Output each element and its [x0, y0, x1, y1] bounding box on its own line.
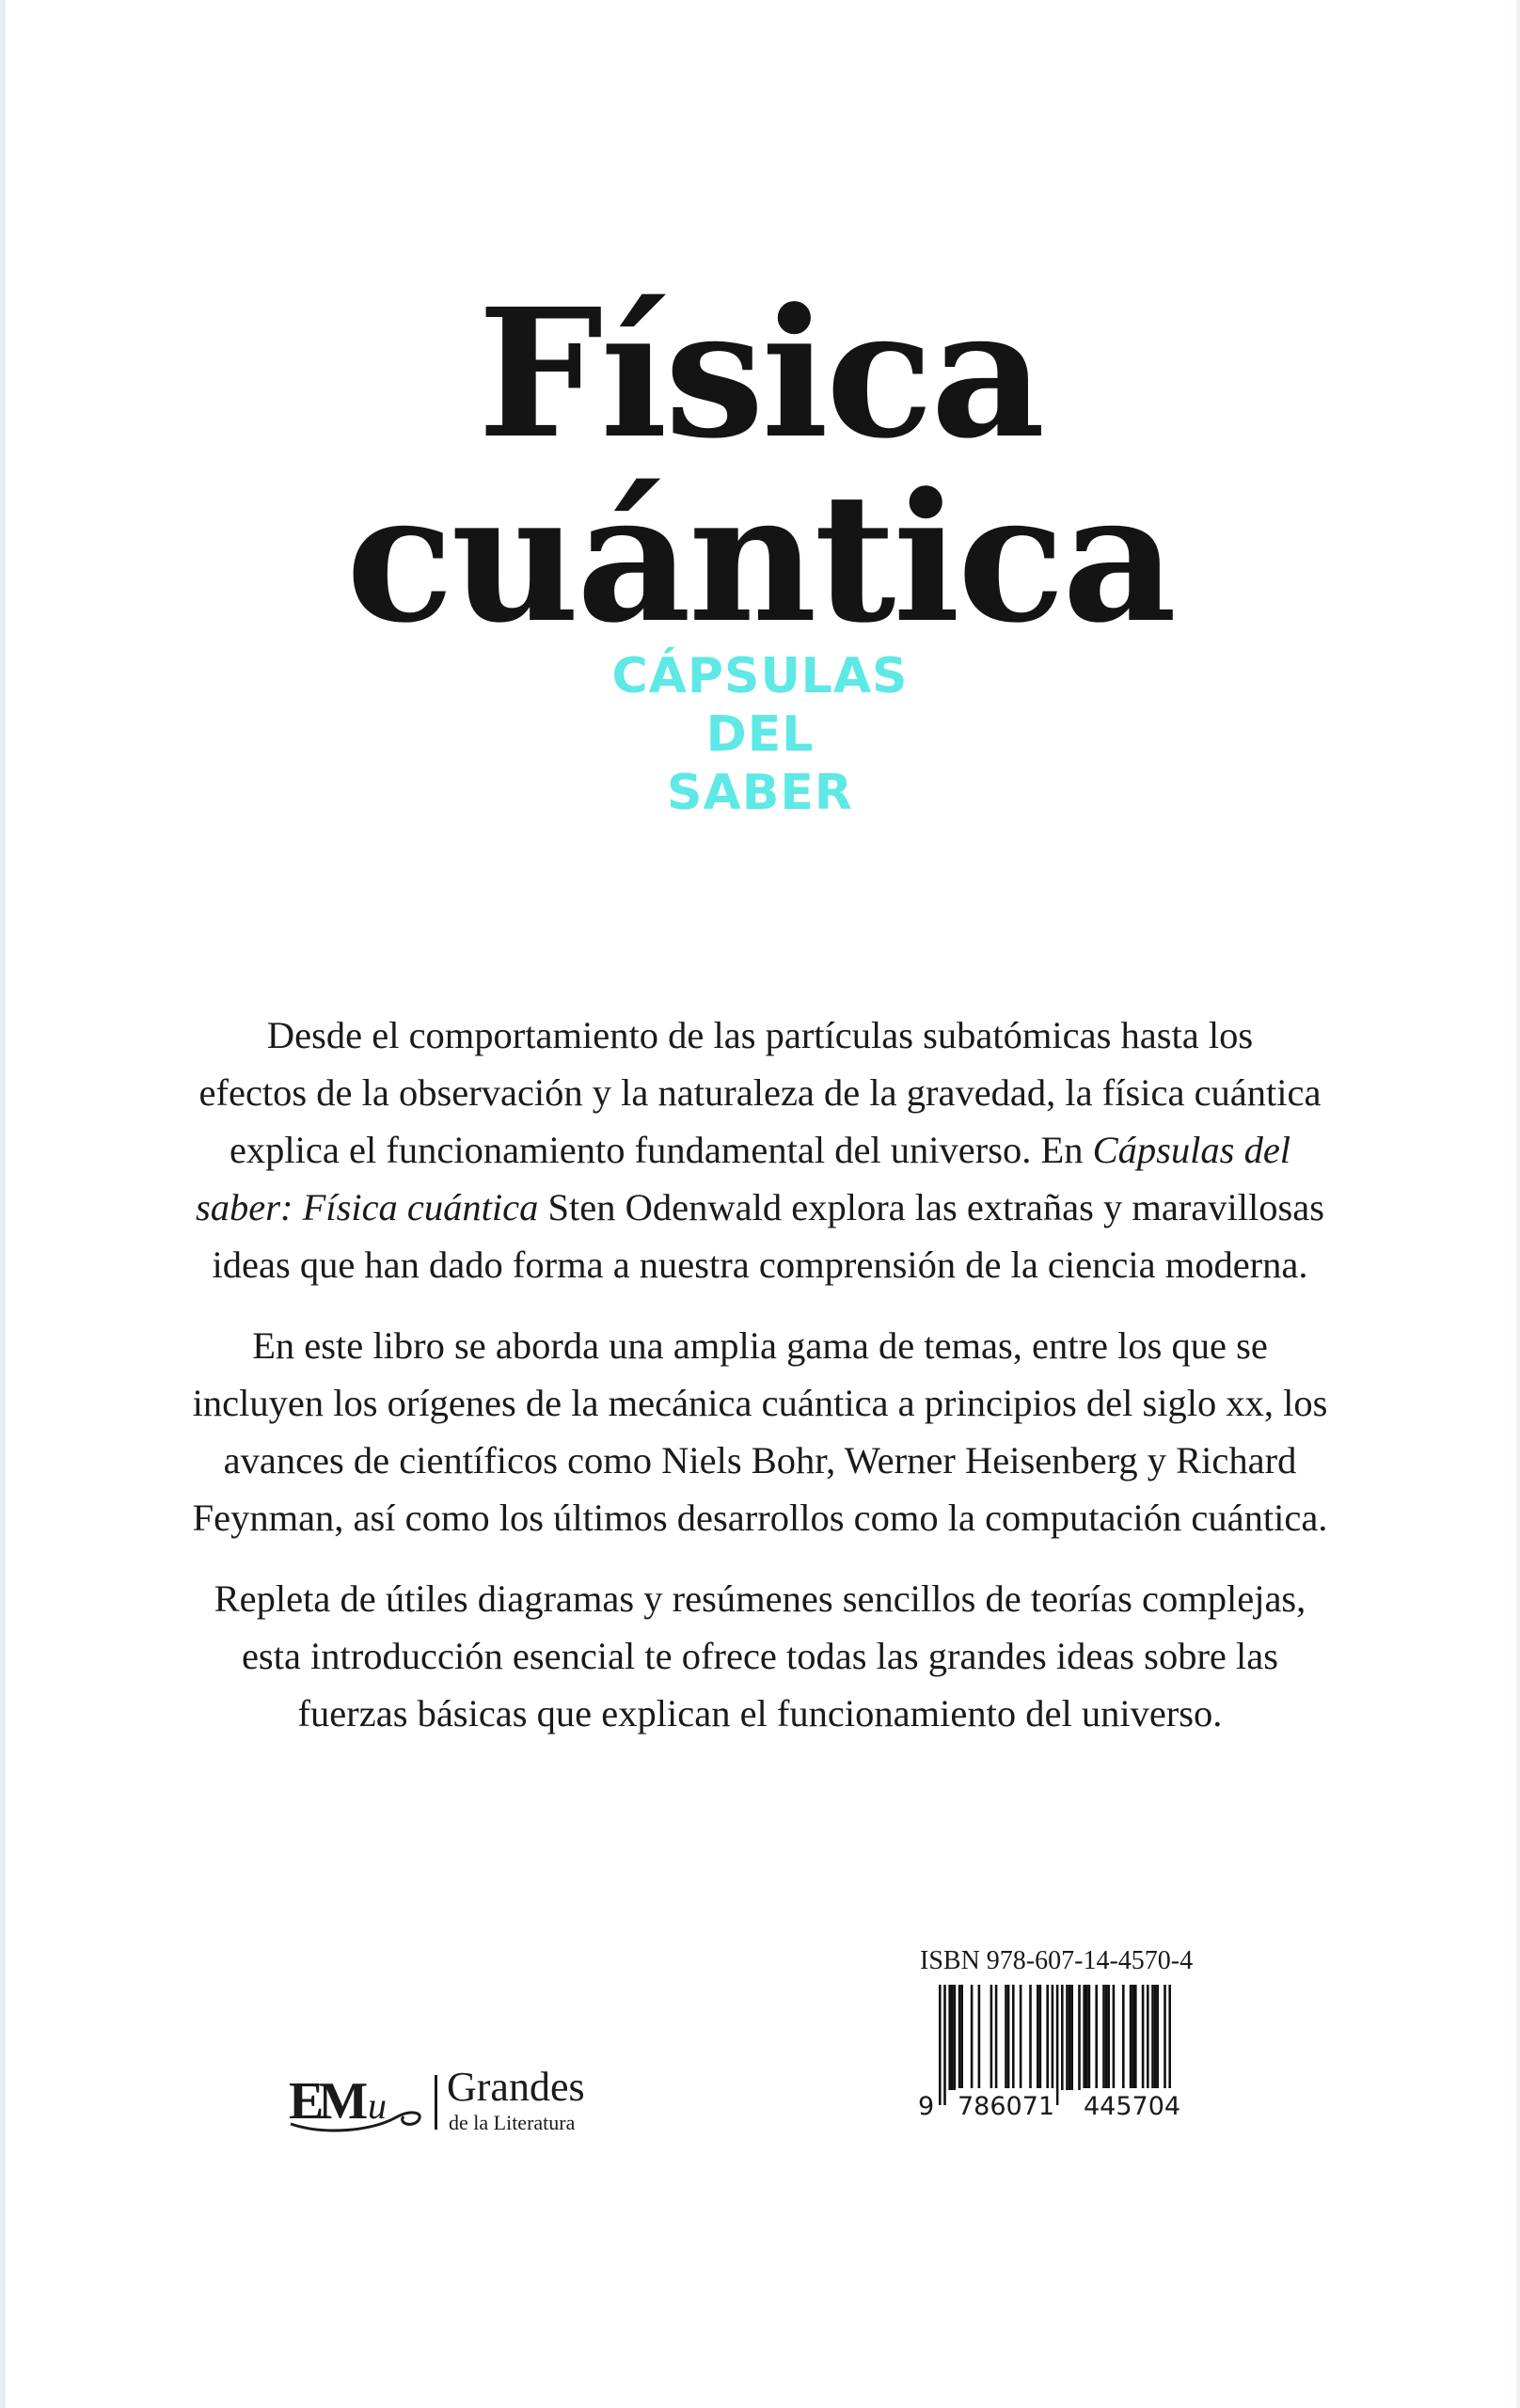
barcode-bar	[1052, 1985, 1054, 2105]
publisher-name: Grandes	[447, 2064, 585, 2110]
blurb-text: explica el funcionamiento fundamental del universo. En	[229, 1129, 1093, 1171]
series-line-3: SABER	[667, 765, 853, 821]
barcode-bar	[1154, 1985, 1157, 2090]
barcode-bar	[1037, 1985, 1039, 2090]
barcode-bar	[971, 1985, 974, 2090]
blurb-line: ideas que han dado forma a nuestra comprensión de la ciencia moderna.	[212, 1244, 1308, 1286]
barcode-digits-right: 445704	[1082, 2088, 1182, 2126]
barcode-bar	[1029, 1985, 1032, 2090]
barcode-bar	[960, 1985, 963, 2090]
blurb-text: Sten Odenwald explora las extrañas y maravillosas	[538, 1186, 1325, 1228]
barcode-bar	[943, 1985, 946, 2105]
blurb-line	[150, 1121, 1370, 1179]
title-line-1: Física	[477, 270, 1043, 478]
barcode-bar	[1107, 1985, 1110, 2090]
blurb-line: En este libro se aborda una amplia gama de temas, entre los que se	[252, 1324, 1268, 1367]
barcode-bar	[948, 1985, 951, 2090]
blurb-line: esta introducción esencial te ofrece todas las grandes ideas sobre las	[241, 1635, 1279, 1677]
barcode-bar	[1083, 1985, 1085, 2090]
publisher-imprint	[287, 2060, 625, 2145]
barcode-bar	[1012, 1985, 1015, 2090]
barcode-digits	[914, 2088, 1196, 2126]
publisher-subtitle: de la Literatura	[449, 2111, 576, 2134]
barcode-bar	[1102, 1985, 1105, 2090]
blurb-line: Feynman, así como los últimos desarrollos como la computación cuántica.	[192, 1497, 1328, 1539]
barcode-bar	[1005, 1985, 1007, 2090]
blurb-italic-title: saber: Física cuántica	[195, 1186, 539, 1228]
isbn-label: ISBN 978-607-14-4570-4	[920, 1946, 1194, 1975]
barcode-bar	[1164, 1985, 1166, 2105]
series-line-2: DEL	[705, 706, 815, 763]
barcode-bar	[1066, 1985, 1069, 2090]
publisher-logo-icon	[287, 2069, 428, 2135]
barcode-bar	[978, 1985, 981, 2090]
blurb-italic-title: Cápsulas del	[1092, 1129, 1291, 1171]
blurb-line: Desde el comportamiento de las partículas subatómicas hasta los	[266, 1014, 1254, 1056]
barcode-bar	[1046, 1985, 1049, 2090]
publisher-divider	[435, 2075, 437, 2130]
barcode-bar	[951, 1985, 954, 2090]
blurb-line	[150, 1179, 1370, 1236]
blurb-line: incluyen los orígenes de la mecánica cuántica a principios del siglo xx, los	[192, 1382, 1328, 1424]
barcode-bar	[1085, 1985, 1088, 2090]
barcode-bar	[1007, 1985, 1010, 2090]
barcode-bar	[990, 1985, 993, 2090]
barcode-bar	[1113, 1985, 1116, 2090]
series-line-1: CÁPSULAS	[611, 648, 909, 705]
barcode-bar	[1105, 1985, 1108, 2090]
barcode-bar	[1056, 1985, 1059, 2105]
blurb-line: Repleta de útiles diagramas y resúmenes sencillos de teorías complejas,	[214, 1577, 1306, 1620]
barcode-bar	[958, 1985, 961, 2090]
series-name	[0, 647, 1520, 822]
barcode-bar	[939, 1985, 942, 2105]
barcode-digit-first: 9	[916, 2088, 936, 2126]
blurb-paragraph-2	[150, 1317, 1370, 1546]
blurb-line: efectos de la observación y la naturaleza de la gravedad, la física cuántica	[198, 1071, 1322, 1114]
barcode-bar	[1020, 1985, 1022, 2090]
barcode-bar	[1130, 1985, 1132, 2090]
isbn-barcode	[914, 1945, 1196, 2130]
svg-text:EM: EM	[289, 2072, 363, 2131]
barcode-bar	[1151, 1985, 1154, 2090]
barcode-bar	[1134, 1985, 1137, 2090]
barcode-bar	[1132, 1985, 1134, 2090]
barcode-bar	[1168, 1985, 1171, 2105]
barcode-bar	[954, 1985, 957, 2090]
barcode-bar	[1069, 1985, 1071, 2090]
svg-text:u: u	[368, 2084, 387, 2127]
blurb-line: fuerzas básicas que explican el funcionamiento del universo.	[297, 1692, 1223, 1735]
barcode-bar	[1147, 1985, 1149, 2090]
barcode-bar	[1061, 1985, 1064, 2090]
barcode-bar	[1156, 1985, 1159, 2090]
barcode-bar	[1142, 1985, 1145, 2090]
barcode-bar	[1039, 1985, 1042, 2090]
blurb-paragraph-3	[150, 1570, 1370, 1742]
blurb-line: avances de científicos como Niels Bohr, Werner Heisenberg y Richard	[223, 1439, 1297, 1481]
barcode-bar	[1122, 1985, 1125, 2090]
title-line-2: cuántica	[345, 454, 1175, 662]
barcode-digits-left: 786071	[956, 2088, 1056, 2126]
blurb-paragraph-1	[150, 1006, 1370, 1293]
barcode-bar	[1070, 1985, 1073, 2090]
barcode-bar	[1095, 1985, 1098, 2090]
barcode-bar	[995, 1985, 998, 2090]
barcode-bar	[1088, 1985, 1091, 2090]
barcode-bar	[1078, 1985, 1081, 2090]
back-cover-blurb	[150, 1006, 1370, 1766]
book-title	[0, 270, 1520, 662]
